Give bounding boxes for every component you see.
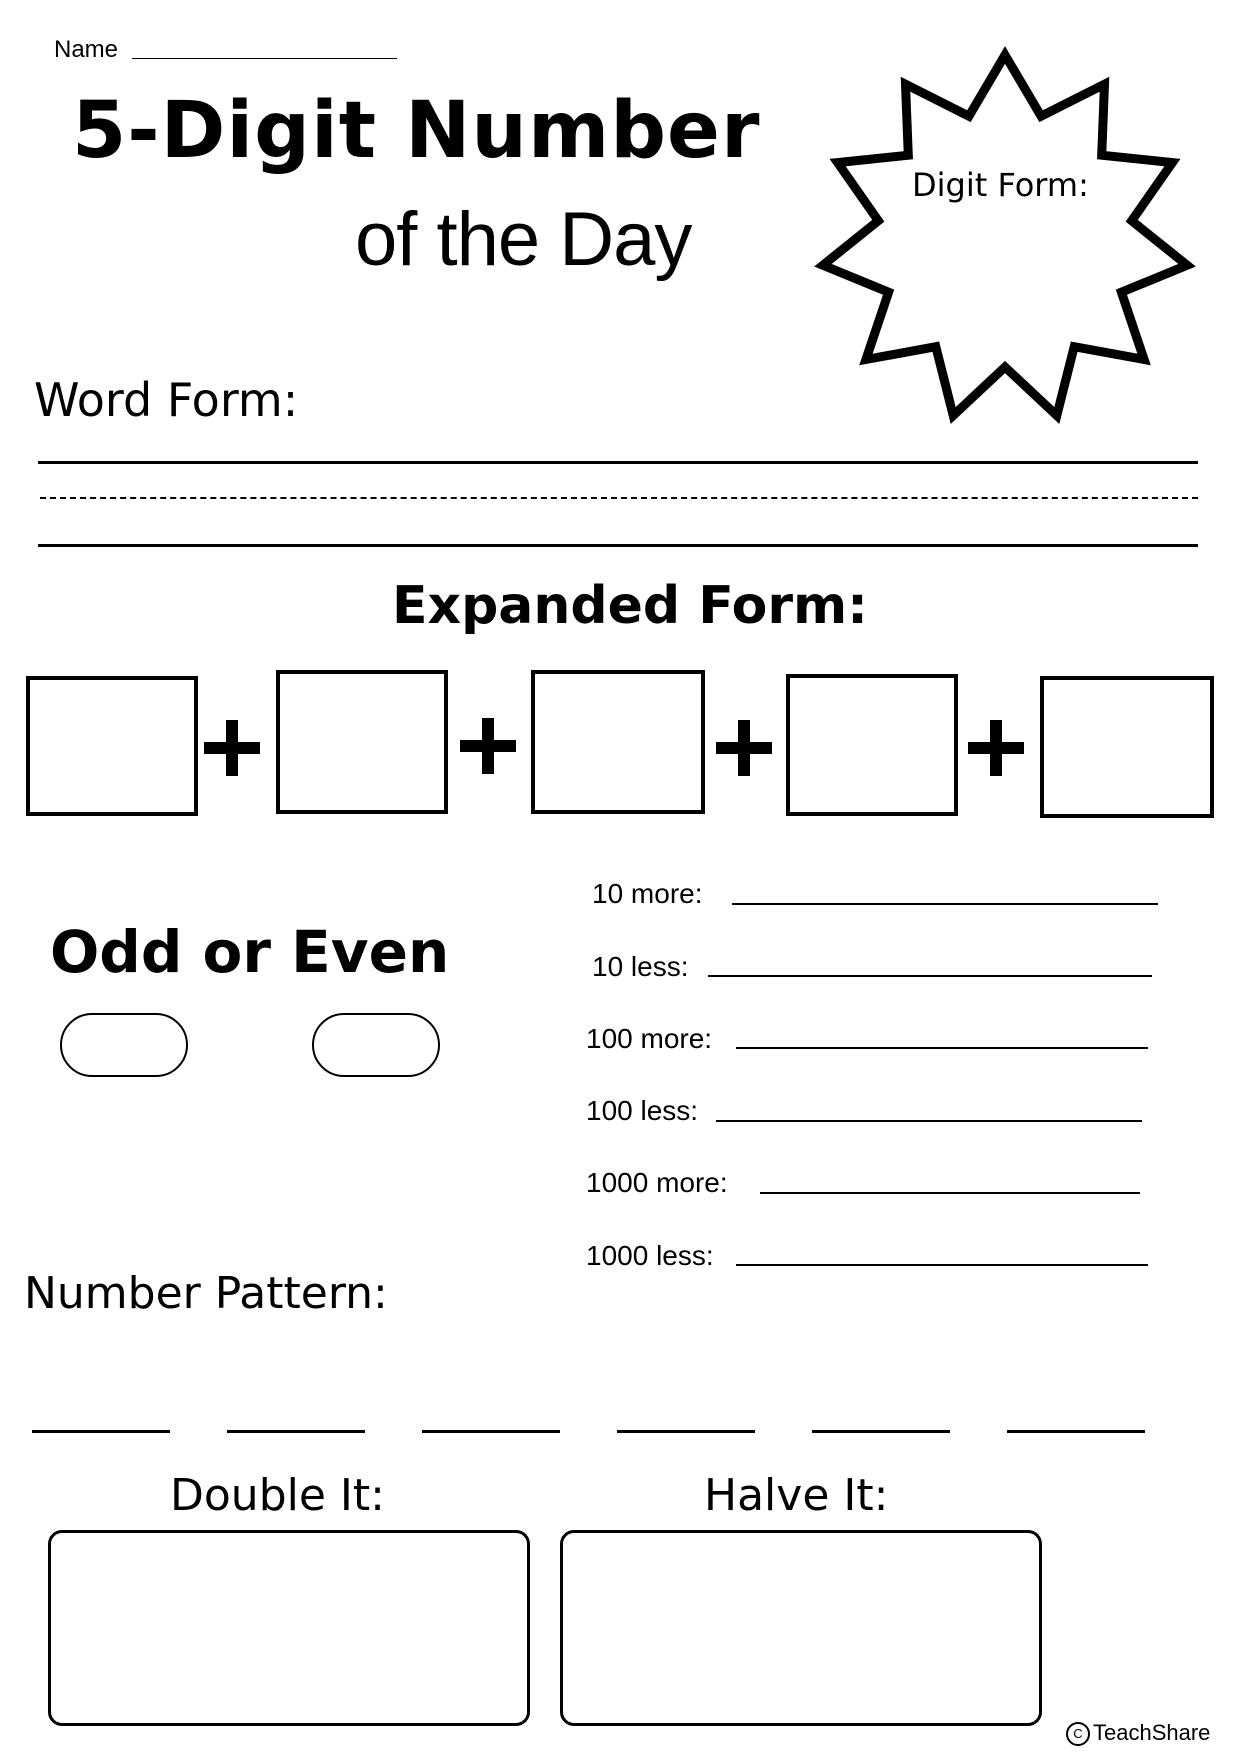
plus-icon	[966, 718, 1026, 778]
hundred-more-field[interactable]	[736, 1047, 1148, 1049]
digit-form-label: Digit Form:	[912, 166, 1089, 204]
odd-even-oval-1[interactable]	[60, 1013, 188, 1077]
double-it-label: Double It:	[170, 1470, 385, 1521]
thousand-more-label: 1000 more:	[586, 1167, 728, 1198]
pattern-blank-3[interactable]	[422, 1430, 560, 1433]
hundred-less-label: 100 less:	[586, 1095, 699, 1126]
odd-even-label: Odd or Even	[50, 918, 450, 986]
thousand-more-field[interactable]	[760, 1192, 1140, 1194]
thousand-less-label: 1000 less:	[586, 1240, 714, 1271]
expanded-box-2[interactable]	[276, 670, 448, 814]
name-field[interactable]	[132, 58, 397, 59]
hundred-more-label: 100 more:	[586, 1023, 713, 1054]
pattern-blank-1[interactable]	[32, 1430, 170, 1433]
worksheet-title: 5-Digit Number	[72, 86, 761, 176]
halve-it-label: Halve It:	[704, 1470, 889, 1521]
thousand-less-field[interactable]	[736, 1264, 1148, 1266]
plus-icon	[714, 718, 774, 778]
ten-less-field[interactable]	[708, 975, 1152, 977]
double-it-box[interactable]	[48, 1530, 530, 1726]
number-pattern-label: Number Pattern:	[24, 1268, 388, 1319]
name-label: Name	[54, 36, 119, 63]
word-form-bottom-line[interactable]	[38, 544, 1198, 547]
expanded-box-3[interactable]	[531, 670, 705, 814]
word-form-top-line[interactable]	[38, 461, 1198, 464]
hundred-less-field[interactable]	[716, 1120, 1142, 1122]
ten-more-field[interactable]	[732, 903, 1158, 905]
plus-icon	[458, 716, 518, 776]
brand-name: TeachShare	[1093, 1720, 1211, 1745]
word-form-midline	[40, 497, 1198, 499]
pattern-blank-2[interactable]	[227, 1430, 365, 1433]
pattern-blank-5[interactable]	[812, 1430, 950, 1433]
copyright-footer	[1066, 1720, 1210, 1746]
pattern-blank-6[interactable]	[1007, 1430, 1145, 1433]
word-form-label: Word Form:	[34, 373, 299, 427]
expanded-box-4[interactable]	[786, 674, 958, 816]
plus-icon	[202, 718, 262, 778]
digit-form-starburst[interactable]	[812, 46, 1198, 432]
worksheet-subtitle: of the Day	[355, 197, 692, 282]
ten-less-label: 10 less:	[592, 951, 689, 982]
halve-it-box[interactable]	[560, 1530, 1042, 1726]
expanded-form-label: Expanded Form:	[392, 576, 868, 636]
copyright-icon: C	[1066, 1722, 1090, 1746]
expanded-box-1[interactable]	[26, 676, 198, 816]
odd-even-oval-2[interactable]	[312, 1013, 440, 1077]
pattern-blank-4[interactable]	[617, 1430, 755, 1433]
expanded-box-5[interactable]	[1040, 676, 1214, 818]
ten-more-label: 10 more:	[592, 878, 703, 909]
